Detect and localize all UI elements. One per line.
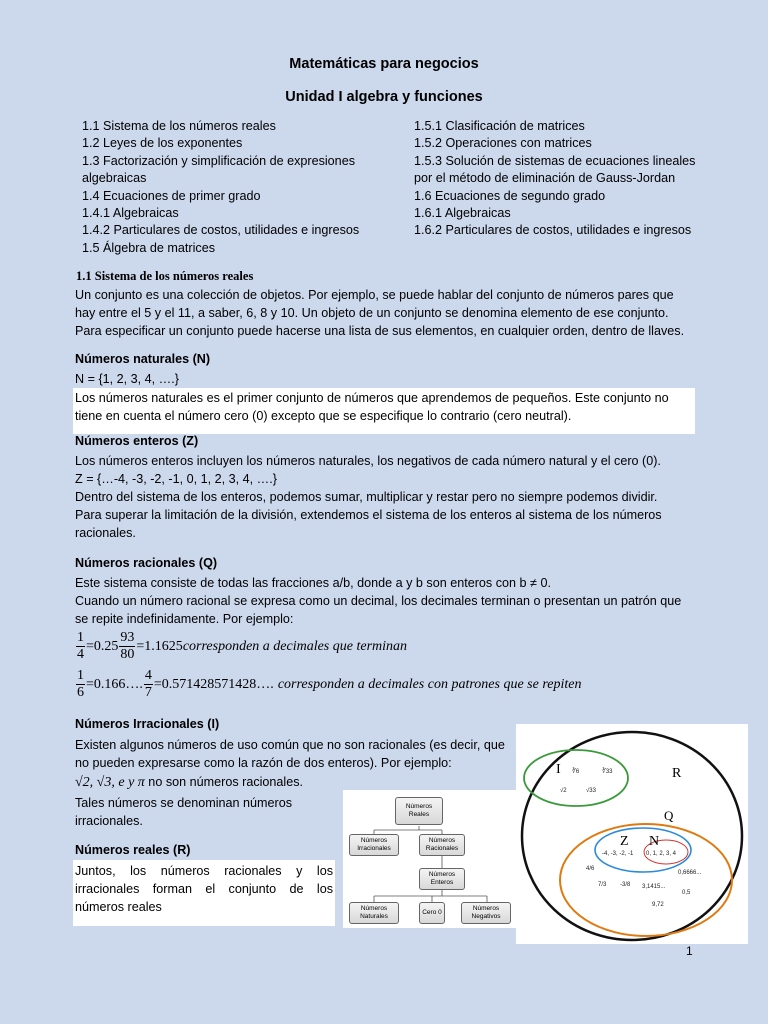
naturales-set: N = {1, 2, 3, 4, ….}: [75, 372, 179, 386]
text-line: Este sistema consiste de todas las fracciones a/b, donde a y b son enteros con b ≠ 0.: [75, 576, 551, 590]
venn-label-i: I: [556, 762, 561, 777]
equation-terminating: [75, 630, 407, 663]
document-subtitle: Unidad I algebra y funciones: [285, 89, 483, 105]
equation-value: =0.25: [86, 638, 119, 654]
toc-item: 1.5.2 Operaciones con matrices: [414, 136, 592, 151]
venn-value: 0,6666...: [678, 870, 702, 876]
text-line: no pueden expresarse como la razón de dos enteros). Por ejemplo:: [75, 756, 452, 770]
venn-shapes: [516, 724, 748, 944]
reales-text: [75, 862, 333, 916]
venn-value: √33: [586, 788, 596, 794]
text-line: Tales números se denominan números: [75, 796, 293, 810]
text-line: Los números naturales es el primer conjunto de números que aprendemos de pequeños. Este conjunto no: [75, 391, 669, 405]
naturales-text: [75, 389, 695, 425]
venn-label-r: R: [672, 766, 682, 781]
venn-value: √2: [560, 788, 567, 794]
tree-node-reales: Números Reales: [395, 797, 443, 825]
irracionales-heading: Números Irracionales (I): [75, 717, 220, 731]
text-line: Un conjunto es una colección de objetos. Por ejemplo, se puede hablar del conjunto de números pares que: [75, 288, 674, 302]
document-title: Matemáticas para negocios: [289, 56, 479, 72]
venn-diagram: [516, 724, 748, 944]
toc-item: 1.4.1 Algebraicas: [82, 206, 179, 221]
venn-label-n: N: [649, 834, 660, 849]
venn-label-q: Q: [664, 808, 674, 823]
text-line: Z = {…-4, -3, -2, -1, 0, 1, 2, 3, 4, ….}: [75, 472, 277, 486]
section-title: 1.1 Sistema de los números reales: [76, 269, 254, 283]
venn-value: -4, -3, -2, -1: [602, 851, 634, 857]
text-line: Los números enteros incluyen los números naturales, los negativos de cada número natural y el cero (0).: [75, 454, 661, 468]
text-line: Para superar la limitación de la división, extendemos el sistema de los enteros al sistema de los números: [75, 508, 662, 522]
toc-item: 1.2 Leyes de los exponentes: [82, 136, 243, 151]
equation-value: =1.1625: [136, 638, 183, 654]
toc-item: 1.5.3 Solución de sistemas de ecuaciones lineales: [414, 153, 696, 168]
text-line: Dentro del sistema de los enteros, podemos sumar, multiplicar y restar pero no siempre podemos dividir.: [75, 490, 658, 504]
tree-node-enteros: Números Enteros: [419, 868, 465, 890]
tree-node-cero: Cero 0: [419, 902, 445, 924]
venn-value: 4/6: [586, 866, 595, 872]
text-line: irracionales.: [75, 814, 143, 828]
racionales-heading: Números racionales (Q): [75, 556, 218, 570]
fraction: $\frac{1}{4}$: [77, 630, 84, 662]
text-line: se repite indefinidamente. Por ejemplo:: [75, 612, 294, 626]
toc-right: [414, 118, 734, 240]
venn-value: 9,72: [652, 902, 664, 908]
enteros-heading: Números enteros (Z): [75, 434, 199, 448]
toc-item: 1.6 Ecuaciones de segundo grado: [414, 188, 606, 203]
irracionales-text: [75, 736, 515, 772]
venn-value: 3,1415...: [642, 884, 666, 890]
venn-value: ∛33: [602, 769, 613, 775]
text-line: números reales: [75, 900, 162, 914]
toc-item: 1.5.1 Clasificación de matrices: [414, 119, 585, 133]
toc-item: 1.3 Factorización y simplificación de expresiones: [82, 153, 355, 168]
equation-value: =0.166….: [86, 676, 143, 692]
toc-item: 1.4.2 Particulares de costos, utilidades e ingresos: [82, 223, 360, 238]
equation-repeating: [75, 668, 581, 701]
fraction: $\frac{4}{7}$: [144, 668, 152, 700]
toc-item: 1.4 Ecuaciones de primer grado: [82, 188, 261, 203]
naturales-heading: Números naturales (N): [75, 352, 211, 366]
toc-item: por el método de eliminación de Gauss-Jordan: [414, 171, 676, 186]
tree-node-racionales: Números Racionales: [419, 834, 465, 856]
irrational-examples: √2, √3, e y π: [75, 775, 145, 790]
text-line: Existen algunos números de uso común que no son racionales (es decir, que: [75, 738, 505, 752]
venn-value: 0, 1, 2, 3, 4: [646, 851, 677, 857]
reales-heading: Números reales (R): [75, 843, 191, 857]
text-line: no son números racionales.: [144, 775, 304, 789]
text-line: Cuando un número racional se expresa como un decimal, los decimales terminan o presentan un patrón que: [75, 594, 682, 608]
venn-value: ∛6: [572, 769, 580, 775]
text-line: tiene en cuenta el número cero (0) excepto que se especifique lo contrario (cero neutral).: [75, 409, 572, 423]
irracionales-text-2: [75, 794, 335, 830]
text-line: racionales.: [75, 526, 136, 540]
venn-value: -3/8: [620, 882, 631, 888]
text-line: Para especificar un conjunto puede hacerse una lista de sus elementos, en cualquier orden, dentro de llaves.: [75, 324, 685, 338]
toc-item: 1.6.2 Particulares de costos, utilidades e ingresos: [414, 223, 692, 238]
text-line: hay entre el 5 y el 11, a saber, 6, 8 y 10. Un objeto de un conjunto se denomina elemento de ese conjunto.: [75, 306, 669, 320]
fraction: $\frac{1}{6}$: [77, 668, 84, 700]
enteros-text: [75, 452, 695, 542]
venn-value: 0,5: [682, 890, 691, 896]
toc-item: algebraicas: [82, 171, 147, 186]
venn-value: 7/3: [598, 882, 607, 888]
toc-item: 1.6.1 Algebraicas: [414, 206, 511, 221]
text-line: irracionales forman el conjunto de los: [75, 882, 333, 896]
equation-note: corresponden a decimales con patrones que se repiten: [277, 676, 582, 692]
equation-note: corresponden a decimales que terminan: [182, 638, 408, 654]
toc-left: [82, 118, 392, 257]
text-line: Juntos, los números racionales y los: [75, 864, 333, 878]
fraction: $\frac{93}{80}$: [120, 630, 135, 662]
tree-node-irracionales: Números Irracionales: [349, 834, 399, 856]
equation-value: =0.571428571428….: [153, 676, 274, 692]
tree-node-naturales: Números Naturales: [349, 902, 399, 924]
racionales-text: [75, 574, 695, 628]
number-tree-diagram: [343, 790, 516, 928]
tree-node-negativos: Números Negativos: [461, 902, 511, 924]
toc-item: 1.5 Álgebra de matrices: [82, 240, 216, 255]
intro-paragraph: [75, 286, 695, 340]
venn-label-z: Z: [620, 834, 629, 849]
toc-item: 1.1 Sistema de los números reales: [82, 119, 276, 133]
page-number: 1: [686, 944, 693, 958]
